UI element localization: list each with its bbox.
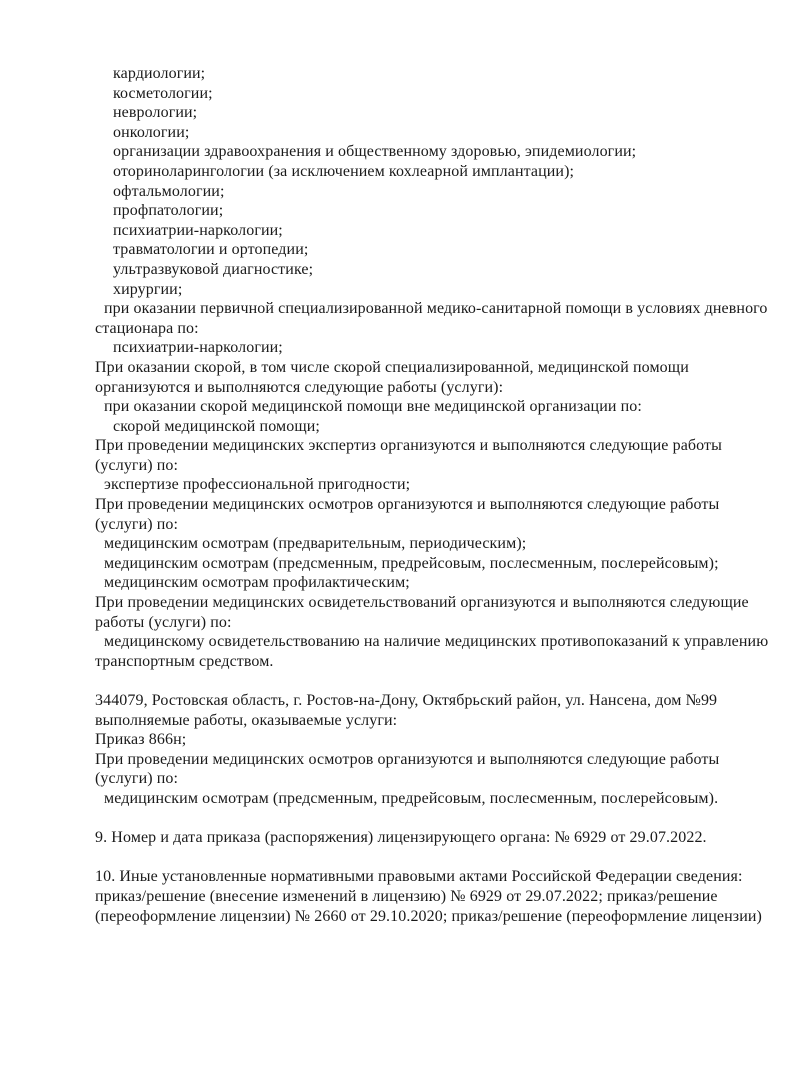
- text-line: организуются и выполняются следующие работы (услуги):: [95, 378, 504, 396]
- text-line: выполняемые работы, оказываемые услуги:: [95, 711, 398, 729]
- blank-line: [95, 671, 795, 691]
- text-line: При оказании скорой, в том числе скорой специализированной, медицинской помощи: [95, 358, 689, 376]
- text-line: травматологии и ортопедии;: [113, 241, 309, 259]
- text-line: медицинскому освидетельствованию на наличие медицинских противопоказаний к управлению: [104, 633, 769, 651]
- blank-line: [95, 848, 795, 868]
- text-line: медицинским осмотрам (предсменным, предрейсовым, послесменным, послерейсовым).: [104, 789, 719, 807]
- text-line: приказ/решение (внесение изменений в лицензию) № 6929 от 29.07.2022; приказ/решение: [95, 887, 718, 905]
- text-line: (услуги) по:: [95, 770, 179, 788]
- text-line: стационара по:: [95, 319, 199, 337]
- document-text-block: [95, 64, 795, 926]
- text-line: при оказании скорой медицинской помощи вне медицинской организации по:: [104, 398, 642, 416]
- text-line: скорой медицинской помощи;: [113, 417, 320, 435]
- text-line: хирургии;: [113, 280, 183, 298]
- text-line: При проведении медицинских осмотров организуются и выполняются следующие работы: [95, 750, 720, 768]
- text-line: кардиологии;: [113, 65, 206, 82]
- text-line: онкологии;: [113, 123, 190, 141]
- text-line: офтальмологии;: [113, 182, 225, 200]
- text-line: оториноларингологии (за исключением кохлеарной имплантации);: [113, 162, 575, 180]
- text-line: психиатрии-наркологии;: [113, 339, 283, 357]
- text-line: (услуги) по:: [95, 515, 179, 533]
- text-line: работы (услуги) по:: [95, 613, 232, 631]
- text-line: профпатологии;: [113, 202, 224, 220]
- text-line: (услуги) по:: [95, 456, 179, 474]
- text-line: 10. Иные установленные нормативными правовыми актами Российской Федерации сведения:: [95, 868, 743, 886]
- text-line: Приказ 866н;: [95, 731, 187, 749]
- text-line: При проведении медицинских экспертиз организуются и выполняются следующие работы: [95, 437, 722, 455]
- text-line: (переоформление лицензии) № 2660 от 29.10.2020; приказ/решение (переоформление лицензии): [95, 907, 762, 925]
- text-line: 9. Номер и дата приказа (распоряжения) лицензирующего органа: № 6929 от 29.07.2022.: [95, 829, 707, 847]
- text-line: медицинским осмотрам (предсменным, предрейсовым, послесменным, послерейсовым);: [104, 554, 719, 572]
- text-line: экспертизе профессиональной пригодности;: [104, 476, 411, 494]
- blank-line: [95, 809, 795, 829]
- text-line: медицинским осмотрам (предварительным, периодическим);: [104, 535, 527, 553]
- text-line: при оказании первичной специализированной медико-санитарной помощи в условиях дневного: [104, 300, 768, 318]
- text-line: ультразвуковой диагностике;: [113, 260, 314, 278]
- text-line: медицинским осмотрам профилактическим;: [104, 574, 410, 592]
- text-line: психиатрии-наркологии;: [113, 221, 283, 239]
- text-line: косметологии;: [113, 84, 213, 102]
- text-line: неврологии;: [113, 104, 198, 122]
- text-line: При проведении медицинских освидетельствований организуются и выполняются следующие: [95, 594, 749, 612]
- text-line: При проведении медицинских осмотров организуются и выполняются следующие работы: [95, 496, 720, 514]
- text-line: транспортным средством.: [95, 652, 274, 670]
- text-line: 344079, Ростовская область, г. Ростов-на-Дону, Октябрьский район, ул. Нансена, дом №99: [95, 692, 718, 709]
- text-line: организации здравоохранения и общественному здоровью, эпидемиологии;: [113, 143, 637, 161]
